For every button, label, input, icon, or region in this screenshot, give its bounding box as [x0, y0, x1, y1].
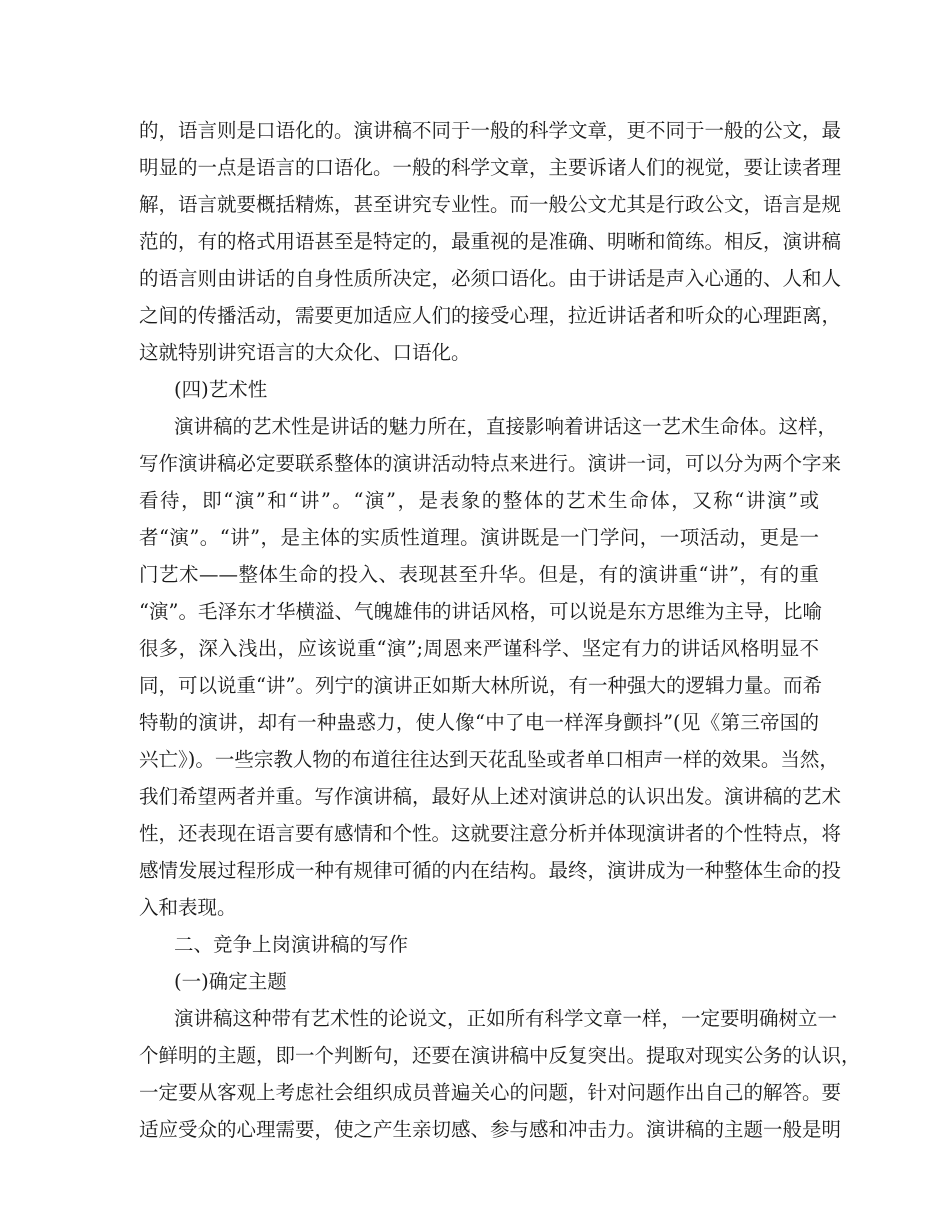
text-line: 范的，有的格式用语甚至是特定的，最重视的是准确、明晰和简练。相反，演讲稿: [139, 230, 842, 253]
text-line: 我们希望两者并重。写作演讲稿，最好从上述对演讲总的认识出发。演讲稿的艺术: [139, 785, 842, 808]
text-line: 这就特别讲究语言的大众化、口语化。: [139, 341, 471, 364]
text-line: 很多，深入浅出，应该说重“演”;周恩来严谨科学、坚定有力的讲话风格明显不: [139, 637, 819, 660]
text-line: 入和表现。: [139, 896, 237, 919]
text-line: 一定要从客观上考虑社会组织成员普遍关心的问题，针对问题作出自己的解答。要: [139, 1081, 842, 1104]
text-line: 个鲜明的主题，即一个判断句，还要在演讲稿中反复突出。提取对现实公务的认识，: [139, 1044, 861, 1067]
subsection-heading: (一)确定主题: [174, 970, 287, 993]
text-line: 兴亡》)。一些宗教人物的布道往往达到天花乱坠或者单口相声一样的效果。当然，: [139, 748, 839, 771]
text-line: 适应受众的心理需要，使之产生亲切感、参与感和冲击力。演讲稿的主题一般是明: [139, 1118, 842, 1141]
text-line: 解，语言就要概括精炼，甚至讲究专业性。而一般公文尤其是行政公文，语言是规: [139, 193, 842, 216]
text-line: 特勒的演讲，却有一种蛊惑力，使人像“中了电一样浑身颤抖”(见《第三帝国的: [139, 711, 819, 734]
text-line: 看待，即“演”和“讲”。“演”，是表象的整体的艺术生命体，又称“讲演”或: [139, 489, 819, 512]
text-line: 写作演讲稿必定要联系整体的演讲活动特点来进行。演讲一词，可以分为两个字来: [139, 452, 842, 475]
text-line: 感情发展过程形成一种有规律可循的内在结构。最终，演讲成为一种整体生命的投: [139, 859, 842, 882]
section-heading: 二、竞争上岗演讲稿的写作: [174, 933, 409, 956]
text-line: 演讲稿的艺术性是讲话的魅力所在，直接影响着讲话这一艺术生命体。这样，: [174, 415, 838, 438]
text-line: 的，语言则是口语化的。演讲稿不同于一般的科学文章，更不同于一般的公文，最: [139, 119, 842, 142]
text-line: 明显的一点是语言的口语化。一般的科学文章，主要诉诸人们的视觉，要让读者理: [139, 156, 842, 179]
text-line: 演讲稿这种带有艺术性的论说文，正如所有科学文章一样，一定要明确树立一: [174, 1007, 838, 1030]
text-line: 同，可以说重“讲”。列宁的演讲正如斯大林所说，有一种强大的逻辑力量。而希: [139, 674, 822, 697]
text-line: 者“演”。“讲”，是主体的实质性道理。演讲既是一门学问，一项活动，更是一: [139, 526, 819, 549]
text-line: 之间的传播活动，需要更加适应人们的接受心理，拉近讲话者和听众的心理距离，: [139, 304, 842, 327]
text-line: 的语言则由讲话的自身性质所决定，必须口语化。由于讲话是声入心通的、人和人: [139, 267, 842, 290]
text-line: 性，还表现在语言要有感情和个性。这就要注意分析并体现演讲者的个性特点，将: [139, 822, 842, 845]
text-line: “演”。毛泽东才华横溢、气魄雄伟的讲话风格，可以说是东方思维为主导，比喻: [139, 600, 822, 623]
text-line: 门艺术——整体生命的投入、表现甚至升华。但是，有的演讲重“讲”，有的重: [139, 563, 819, 586]
section-heading: (四)艺术性: [174, 378, 268, 401]
